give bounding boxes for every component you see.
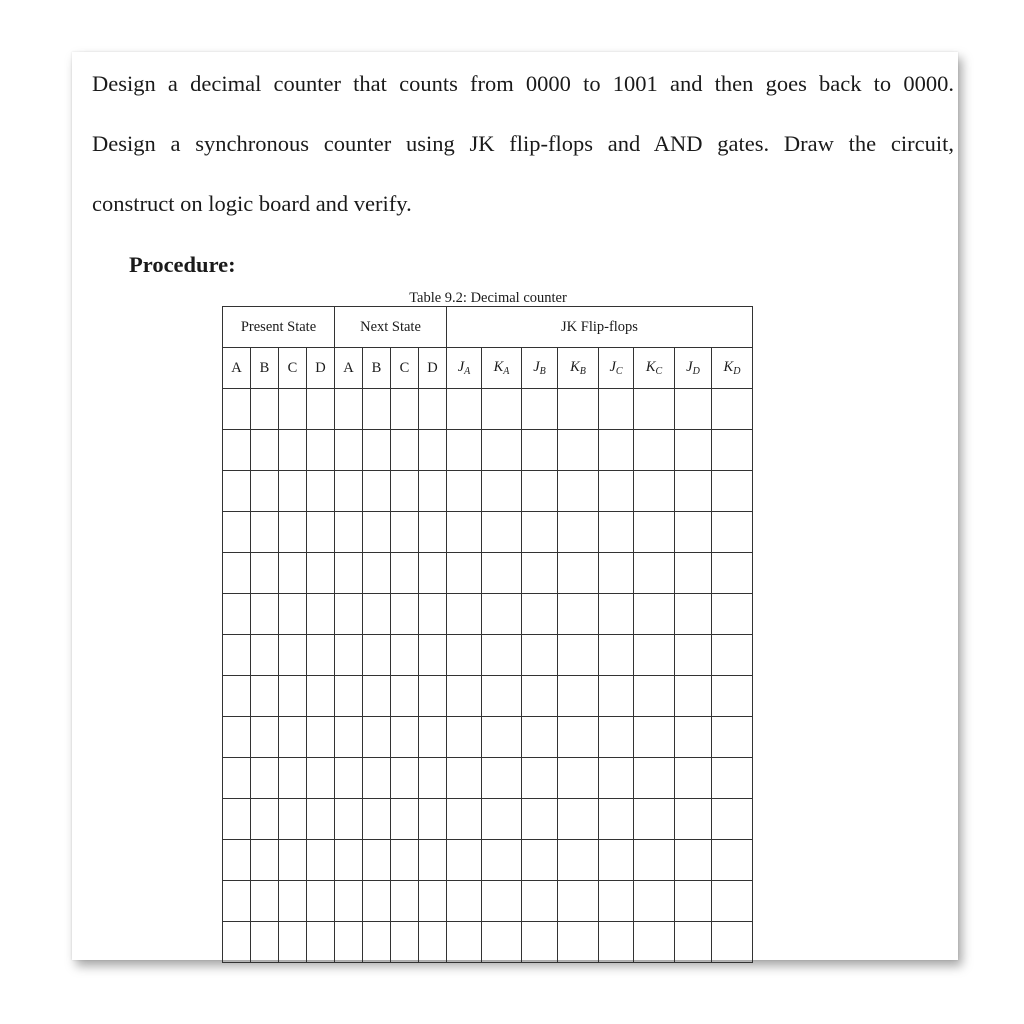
table-cell bbox=[447, 635, 482, 676]
column-header-next-d: D bbox=[419, 348, 447, 389]
table-cell bbox=[223, 676, 251, 717]
table-cell bbox=[482, 840, 522, 881]
paragraph-line-2: Design a synchronous counter using JK flip-flops and AND gates. Draw the circuit, bbox=[92, 131, 954, 156]
table-cell bbox=[307, 840, 335, 881]
table-cell bbox=[363, 922, 391, 963]
table-cell bbox=[279, 389, 307, 430]
table-cell bbox=[223, 881, 251, 922]
table-cell bbox=[558, 594, 599, 635]
table-cell bbox=[251, 758, 279, 799]
table-cell bbox=[522, 430, 558, 471]
table-cell bbox=[447, 389, 482, 430]
table-cell bbox=[363, 471, 391, 512]
table-cell bbox=[251, 922, 279, 963]
jk-main-letter: K bbox=[493, 359, 504, 375]
table-cell bbox=[522, 717, 558, 758]
table-cell bbox=[335, 553, 363, 594]
table-cell bbox=[307, 389, 335, 430]
table-cell bbox=[363, 881, 391, 922]
table-cell bbox=[447, 594, 482, 635]
column-header-jd bbox=[675, 348, 712, 389]
table-cell bbox=[363, 635, 391, 676]
table-cell bbox=[712, 758, 753, 799]
table-cell bbox=[634, 676, 675, 717]
table-cell bbox=[335, 840, 363, 881]
table-cell bbox=[279, 881, 307, 922]
table-cell bbox=[251, 676, 279, 717]
table-cell bbox=[599, 471, 634, 512]
table-cell bbox=[251, 881, 279, 922]
table-cell bbox=[279, 471, 307, 512]
table-cell bbox=[522, 799, 558, 840]
table-cell bbox=[391, 799, 419, 840]
table-cell bbox=[419, 922, 447, 963]
table-cell bbox=[522, 676, 558, 717]
table-cell bbox=[279, 594, 307, 635]
jk-main-letter: K bbox=[723, 359, 734, 375]
column-header-kb bbox=[558, 348, 599, 389]
jk-subscript: D bbox=[733, 366, 741, 377]
table-cell bbox=[558, 799, 599, 840]
table-cell bbox=[522, 389, 558, 430]
table-cell bbox=[634, 799, 675, 840]
column-header-jb bbox=[522, 348, 558, 389]
table-cell bbox=[712, 635, 753, 676]
table-cell bbox=[675, 594, 712, 635]
table-cell bbox=[363, 553, 391, 594]
table-cell bbox=[599, 799, 634, 840]
table-cell bbox=[712, 881, 753, 922]
table-row bbox=[223, 635, 753, 676]
column-header-ka bbox=[482, 348, 522, 389]
table-cell bbox=[279, 635, 307, 676]
table-cell bbox=[391, 553, 419, 594]
table-cell bbox=[223, 635, 251, 676]
jk-subscript: A bbox=[503, 366, 510, 377]
table-cell bbox=[223, 389, 251, 430]
table-cell bbox=[558, 512, 599, 553]
table-cell bbox=[712, 676, 753, 717]
table-cell bbox=[447, 471, 482, 512]
table-cell bbox=[712, 922, 753, 963]
table-cell bbox=[482, 512, 522, 553]
column-header-next-c: C bbox=[391, 348, 419, 389]
table-cell bbox=[482, 922, 522, 963]
table-cell bbox=[522, 922, 558, 963]
table-cell bbox=[712, 430, 753, 471]
table-cell bbox=[251, 717, 279, 758]
procedure-heading: Procedure: bbox=[129, 252, 236, 277]
table-cell bbox=[363, 840, 391, 881]
table-cell bbox=[335, 717, 363, 758]
table-cell bbox=[307, 922, 335, 963]
table-cell bbox=[675, 635, 712, 676]
column-header-present-a: A bbox=[223, 348, 251, 389]
table-cell bbox=[447, 717, 482, 758]
table-cell bbox=[522, 758, 558, 799]
table-cell bbox=[251, 799, 279, 840]
table-cell bbox=[251, 471, 279, 512]
table-cell bbox=[599, 594, 634, 635]
jk-main-letter: J bbox=[609, 359, 616, 375]
table-cell bbox=[279, 676, 307, 717]
table-cell bbox=[599, 635, 634, 676]
table-cell bbox=[675, 881, 712, 922]
table-cell bbox=[419, 512, 447, 553]
table-cell bbox=[634, 389, 675, 430]
table-row bbox=[223, 512, 753, 553]
table-cell bbox=[675, 512, 712, 553]
table-cell bbox=[307, 799, 335, 840]
jk-subscript: C bbox=[655, 366, 663, 377]
column-header-present-b: B bbox=[251, 348, 279, 389]
table-cell bbox=[419, 799, 447, 840]
table-cell bbox=[223, 717, 251, 758]
table-cell bbox=[558, 389, 599, 430]
table-cell bbox=[307, 430, 335, 471]
table-cell bbox=[391, 430, 419, 471]
table-cell bbox=[447, 758, 482, 799]
table-cell bbox=[307, 553, 335, 594]
table-cell bbox=[558, 676, 599, 717]
table-cell bbox=[482, 717, 522, 758]
table-cell bbox=[599, 676, 634, 717]
table-cell bbox=[391, 881, 419, 922]
table-cell bbox=[634, 881, 675, 922]
table-cell bbox=[307, 594, 335, 635]
table-cell bbox=[307, 881, 335, 922]
table-cell bbox=[675, 799, 712, 840]
table-cell bbox=[363, 799, 391, 840]
table-cell bbox=[447, 512, 482, 553]
paragraph-line-3: construct on logic board and verify. bbox=[92, 191, 412, 216]
table-cell bbox=[558, 471, 599, 512]
table-row bbox=[223, 922, 753, 963]
jk-flip-flops-header: JK Flip-flops bbox=[447, 307, 753, 348]
table-cell bbox=[279, 799, 307, 840]
table-cell bbox=[599, 512, 634, 553]
table-cell bbox=[251, 594, 279, 635]
table-cell bbox=[279, 553, 307, 594]
table-cell bbox=[522, 553, 558, 594]
table-cell bbox=[599, 922, 634, 963]
table-cell bbox=[712, 840, 753, 881]
table-body bbox=[223, 389, 753, 963]
table-cell bbox=[363, 676, 391, 717]
table-row bbox=[223, 717, 753, 758]
table-cell bbox=[634, 840, 675, 881]
table-cell bbox=[391, 471, 419, 512]
table-cell bbox=[335, 881, 363, 922]
table-cell bbox=[712, 512, 753, 553]
table-row bbox=[223, 389, 753, 430]
group-header-row bbox=[223, 307, 753, 348]
table-cell bbox=[307, 676, 335, 717]
table-cell bbox=[447, 676, 482, 717]
table-cell bbox=[279, 430, 307, 471]
table-cell bbox=[251, 635, 279, 676]
column-header-next-a: A bbox=[335, 348, 363, 389]
table-cell bbox=[335, 676, 363, 717]
table-cell bbox=[223, 553, 251, 594]
table-cell bbox=[391, 676, 419, 717]
table-cell bbox=[558, 922, 599, 963]
table-cell bbox=[599, 881, 634, 922]
table-cell bbox=[279, 717, 307, 758]
table-cell bbox=[223, 430, 251, 471]
table-cell bbox=[522, 840, 558, 881]
column-header-next-b: B bbox=[363, 348, 391, 389]
table-cell bbox=[447, 922, 482, 963]
table-cell bbox=[522, 471, 558, 512]
table-cell bbox=[675, 840, 712, 881]
table-cell bbox=[599, 717, 634, 758]
table-cell bbox=[335, 635, 363, 676]
table-cell bbox=[251, 389, 279, 430]
table-cell bbox=[634, 594, 675, 635]
jk-main-letter: J bbox=[457, 359, 465, 375]
table-cell bbox=[251, 553, 279, 594]
table-cell bbox=[419, 430, 447, 471]
table-cell bbox=[363, 512, 391, 553]
table-cell bbox=[363, 717, 391, 758]
table-cell bbox=[363, 389, 391, 430]
table-row bbox=[223, 594, 753, 635]
table-cell bbox=[482, 758, 522, 799]
table-cell bbox=[391, 717, 419, 758]
table-cell bbox=[307, 512, 335, 553]
table-cell bbox=[279, 840, 307, 881]
table-cell bbox=[419, 717, 447, 758]
table-cell bbox=[223, 594, 251, 635]
jk-subscript: D bbox=[692, 366, 700, 377]
table-cell bbox=[482, 594, 522, 635]
table-cell bbox=[675, 676, 712, 717]
table-cell bbox=[599, 389, 634, 430]
table-cell bbox=[482, 389, 522, 430]
table-cell bbox=[634, 922, 675, 963]
table-cell bbox=[307, 717, 335, 758]
table-cell bbox=[558, 635, 599, 676]
table-cell bbox=[712, 717, 753, 758]
table-cell bbox=[675, 471, 712, 512]
table-cell bbox=[675, 922, 712, 963]
table-cell bbox=[391, 922, 419, 963]
table-cell bbox=[558, 840, 599, 881]
table-cell bbox=[223, 799, 251, 840]
table-cell bbox=[419, 594, 447, 635]
table-cell bbox=[482, 430, 522, 471]
column-header-kd bbox=[712, 348, 753, 389]
table-cell bbox=[419, 676, 447, 717]
jk-main-letter: K bbox=[570, 359, 580, 375]
table-cell bbox=[558, 430, 599, 471]
table-cell bbox=[391, 389, 419, 430]
table-cell bbox=[522, 635, 558, 676]
table-cell bbox=[675, 389, 712, 430]
table-cell bbox=[675, 758, 712, 799]
jk-main-letter: J bbox=[533, 359, 540, 375]
table-cell bbox=[251, 840, 279, 881]
table-cell bbox=[447, 799, 482, 840]
table-cell bbox=[712, 553, 753, 594]
table-cell bbox=[335, 594, 363, 635]
table-cell bbox=[335, 430, 363, 471]
table-cell bbox=[634, 430, 675, 471]
table-caption: Table 9.2: Decimal counter bbox=[409, 290, 567, 306]
table-cell bbox=[634, 758, 675, 799]
table-cell bbox=[482, 635, 522, 676]
table-cell bbox=[558, 553, 599, 594]
table-cell bbox=[223, 922, 251, 963]
table-cell bbox=[447, 840, 482, 881]
present-state-header: Present State bbox=[223, 307, 335, 348]
table-cell bbox=[335, 389, 363, 430]
table-cell bbox=[675, 430, 712, 471]
table-cell bbox=[712, 389, 753, 430]
jk-subscript: B bbox=[579, 366, 586, 377]
table-cell bbox=[599, 553, 634, 594]
table-cell bbox=[363, 594, 391, 635]
table-cell bbox=[279, 758, 307, 799]
table-row bbox=[223, 553, 753, 594]
table-cell bbox=[558, 717, 599, 758]
table-cell bbox=[307, 471, 335, 512]
table-cell bbox=[307, 635, 335, 676]
column-header-kc bbox=[634, 348, 675, 389]
column-header-row bbox=[223, 348, 753, 389]
table-cell bbox=[634, 471, 675, 512]
table-cell bbox=[634, 553, 675, 594]
table-row bbox=[223, 881, 753, 922]
table-cell bbox=[447, 430, 482, 471]
decimal-counter-table bbox=[222, 306, 753, 963]
table-cell bbox=[419, 881, 447, 922]
table-cell bbox=[482, 553, 522, 594]
table-cell bbox=[634, 717, 675, 758]
paragraph-line-1: Design a decimal counter that counts from 0000 to 1001 and then goes back to 0000. bbox=[92, 71, 954, 96]
table-cell bbox=[251, 430, 279, 471]
table-cell bbox=[599, 430, 634, 471]
table-cell bbox=[634, 635, 675, 676]
jk-main-letter: J bbox=[686, 359, 693, 375]
table-cell bbox=[307, 758, 335, 799]
jk-subscript: C bbox=[615, 366, 623, 377]
column-header-present-d: D bbox=[307, 348, 335, 389]
table-cell bbox=[482, 676, 522, 717]
table-cell bbox=[335, 799, 363, 840]
table-row bbox=[223, 430, 753, 471]
table-cell bbox=[419, 553, 447, 594]
column-header-jc bbox=[599, 348, 634, 389]
table-row bbox=[223, 471, 753, 512]
table-cell bbox=[558, 881, 599, 922]
table-cell bbox=[675, 717, 712, 758]
next-state-header: Next State bbox=[335, 307, 447, 348]
table-cell bbox=[391, 758, 419, 799]
table-cell bbox=[391, 594, 419, 635]
table-cell bbox=[558, 758, 599, 799]
table-cell bbox=[599, 758, 634, 799]
document-page bbox=[72, 52, 958, 960]
table-cell bbox=[712, 471, 753, 512]
table-row bbox=[223, 799, 753, 840]
table-cell bbox=[223, 840, 251, 881]
table-cell bbox=[634, 512, 675, 553]
table-cell bbox=[335, 471, 363, 512]
table-cell bbox=[482, 799, 522, 840]
table-row bbox=[223, 676, 753, 717]
table-cell bbox=[419, 635, 447, 676]
table-cell bbox=[335, 922, 363, 963]
table-cell bbox=[522, 594, 558, 635]
table-cell bbox=[712, 594, 753, 635]
table-cell bbox=[447, 881, 482, 922]
table-cell bbox=[363, 758, 391, 799]
jk-subscript: B bbox=[539, 366, 546, 377]
table-cell bbox=[223, 471, 251, 512]
column-header-ja bbox=[447, 348, 482, 389]
table-cell bbox=[391, 635, 419, 676]
table-cell bbox=[599, 840, 634, 881]
table-cell bbox=[482, 881, 522, 922]
table-cell bbox=[482, 471, 522, 512]
table-cell bbox=[223, 758, 251, 799]
table-cell bbox=[419, 471, 447, 512]
table-cell bbox=[712, 799, 753, 840]
table-row bbox=[223, 758, 753, 799]
table-cell bbox=[251, 512, 279, 553]
column-header-present-c: C bbox=[279, 348, 307, 389]
table-cell bbox=[279, 922, 307, 963]
table-cell bbox=[447, 553, 482, 594]
table-cell bbox=[223, 512, 251, 553]
table-cell bbox=[522, 881, 558, 922]
table-row bbox=[223, 840, 753, 881]
table-cell bbox=[391, 512, 419, 553]
jk-subscript: A bbox=[464, 366, 471, 377]
jk-main-letter: K bbox=[645, 359, 656, 375]
table-cell bbox=[419, 758, 447, 799]
table-cell bbox=[335, 758, 363, 799]
table-cell bbox=[363, 430, 391, 471]
table-cell bbox=[419, 840, 447, 881]
table-cell bbox=[419, 389, 447, 430]
table-cell bbox=[391, 840, 419, 881]
table-cell bbox=[522, 512, 558, 553]
table-cell bbox=[335, 512, 363, 553]
table-cell bbox=[675, 553, 712, 594]
table-cell bbox=[279, 512, 307, 553]
